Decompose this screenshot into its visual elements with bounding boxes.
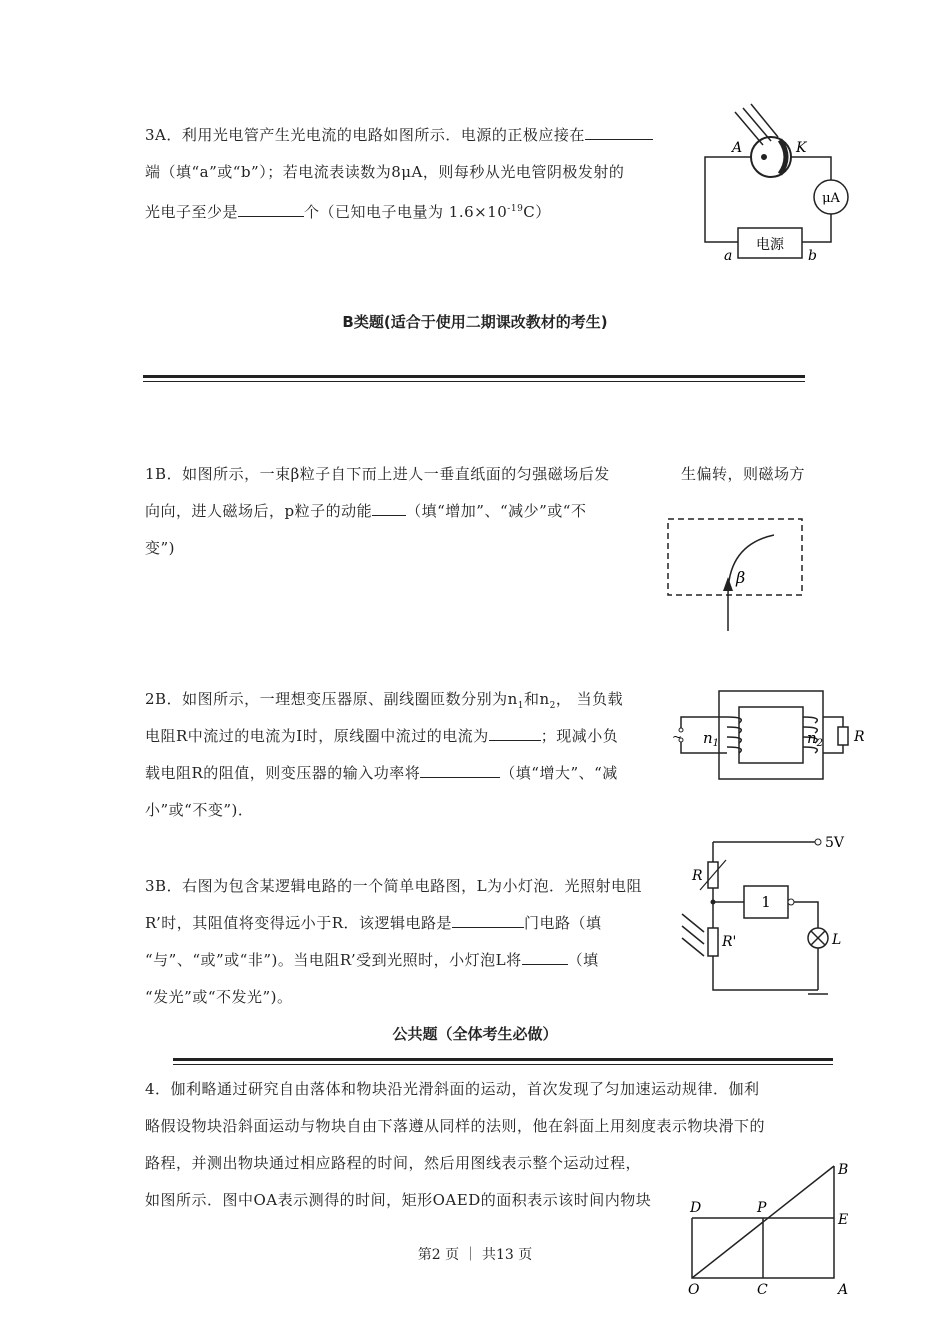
- q2b-blank2: [420, 759, 500, 778]
- field-region: [668, 519, 802, 595]
- q4-line4: 如图所示．图中OA表示测得的时间，矩形OAED的面积表示该时间内物块: [145, 1191, 652, 1209]
- cathode: [780, 140, 786, 174]
- terminal-b: b: [808, 248, 817, 264]
- n1-label: $n_1$: [703, 729, 720, 749]
- label-d: D: [690, 1200, 702, 1216]
- secondary-wire-bottom: [823, 745, 843, 753]
- q3a-blank2: [238, 198, 304, 217]
- q1b-line1: 1B．如图所示，一束β粒子自下而上进人一垂直纸面的匀强磁场后发: [145, 465, 610, 483]
- label-a-electrode: A: [732, 140, 743, 156]
- section-public-title: 公共题（全体考生必做）: [392, 1025, 558, 1043]
- q3b-line2: R’时，其阻值将变得远小于R．该逻辑电路是 门电路（填: [145, 906, 602, 940]
- logic-circuit-figure: [680, 832, 855, 1002]
- section-b-rule-thick: [143, 375, 805, 378]
- label-k-electrode: K: [796, 140, 807, 156]
- magnetic-field-figure: [664, 515, 809, 635]
- q3a-line3: 光电子至少是 个（已知电子电量为 $1.6\times 10^{-19}C$）: [145, 192, 551, 229]
- light-ray-icon: [682, 914, 704, 956]
- light-ray: [751, 104, 778, 137]
- r-prime-label: R': [722, 934, 737, 950]
- anode: [761, 154, 767, 160]
- transformer-figure: [667, 685, 867, 790]
- q2b-line3: 载电阻R的阻值，则变压器的输入功率将 （填“增大”、“减: [145, 756, 618, 790]
- source-label: 电源: [756, 237, 784, 253]
- q3a-blank1: [585, 121, 653, 140]
- q3a-line2: 端（填“a”或“b”）；若电流表读数为8μA，则每秒从光电管阴极发射的: [145, 163, 625, 181]
- q4-line1: 4．伽利略通过研究自由落体和物块沿光滑斜面的运动，首次发现了匀加速运动规律．伽利: [145, 1080, 760, 1098]
- label-e: E: [838, 1212, 849, 1228]
- galileo-graph-figure: [686, 1160, 861, 1298]
- q1b-line1-tail: 生偏转，则磁场方: [681, 465, 806, 483]
- ground-wire: [713, 956, 818, 990]
- label-p: P: [757, 1200, 767, 1216]
- q1b-line3: 变”): [145, 539, 176, 557]
- r-label: R: [854, 729, 865, 745]
- supply-terminal: [815, 839, 821, 845]
- wire-right-bottom: [802, 214, 831, 242]
- r-label: R: [692, 868, 703, 884]
- q2b-line1: 2B．如图所示，一理想变压器原、副线圈匝数分别为$n_1$和$n_2$， 当负载: [145, 690, 624, 711]
- lamp-label: L: [832, 932, 842, 948]
- q2b-blank1: [489, 722, 541, 741]
- label-b: B: [838, 1162, 849, 1178]
- meter-label: μA: [822, 191, 840, 206]
- label-a: A: [838, 1282, 849, 1298]
- photoresistor-r-prime: [708, 928, 718, 956]
- section-b-title: B类题(适合于使用二期课改教材的考生): [342, 313, 608, 331]
- q3b-blank2: [522, 946, 568, 965]
- label-c: C: [757, 1282, 768, 1298]
- secondary-wire-top: [823, 717, 843, 727]
- primary-wire-top: [681, 717, 727, 728]
- wire-right-top: [791, 157, 831, 180]
- q1b-line2: 向向，进人磁场后，p粒子的动能 （填“增加”、“减少”或“不: [145, 494, 586, 528]
- q3b-line3: “与”、“或”或“非”)。当电阻R’受到光照时，小灯泡L将 （填: [145, 943, 599, 977]
- label-o: O: [688, 1282, 700, 1298]
- q4-line3: 路程，并测出物块通过相应路程的时间，然后用图线表示整个运动过程，: [145, 1154, 642, 1172]
- page-number: 第2 页 ｜ 共13 页: [417, 1247, 533, 1263]
- q4-line2: 略假设物块沿斜面运动与物块自由下落遵从同样的法则，他在斜面上用刻度表示物块滑下的: [145, 1117, 766, 1135]
- q2b-line2: 电阻R中流过的电流为I时，原线圈中流过的电流为 ；现减小负: [145, 719, 618, 753]
- q2b-line4: 小”或“不变”)．: [145, 801, 254, 819]
- gate-output-wire: [794, 902, 818, 928]
- q1b-blank: [372, 497, 406, 516]
- beta-label: β: [736, 568, 746, 587]
- n2-label: $n_2$: [807, 729, 824, 749]
- transformer-core-inner: [739, 707, 803, 763]
- terminal-a: a: [724, 248, 733, 264]
- q3b-line1: 3B．右图为包含某逻辑电路的一个简单电路图，L为小灯泡．光照射电阻: [145, 877, 643, 895]
- supply-voltage-label: 5V: [825, 835, 845, 851]
- beta-trajectory: [728, 535, 774, 631]
- arrow-up-icon: [723, 577, 733, 591]
- phototube-circuit-figure: [700, 100, 860, 280]
- section-public-rule-thin: [173, 1064, 833, 1065]
- section-public-rule-thick: [173, 1058, 833, 1061]
- q3b-blank1: [452, 909, 524, 928]
- light-ray: [743, 108, 771, 141]
- q3b-line4: “发光”或“不发光”)。: [145, 988, 293, 1006]
- section-b-rule-thin: [143, 381, 805, 382]
- ac-source-icon: ~: [672, 730, 683, 744]
- load-resistor: [838, 727, 848, 745]
- gate-output-bubble: [788, 899, 794, 905]
- q3a-line1: 3A．利用光电管产生光电流的电路如图所示．电源的正极应接在: [145, 118, 653, 152]
- gate-label: 1: [761, 893, 771, 911]
